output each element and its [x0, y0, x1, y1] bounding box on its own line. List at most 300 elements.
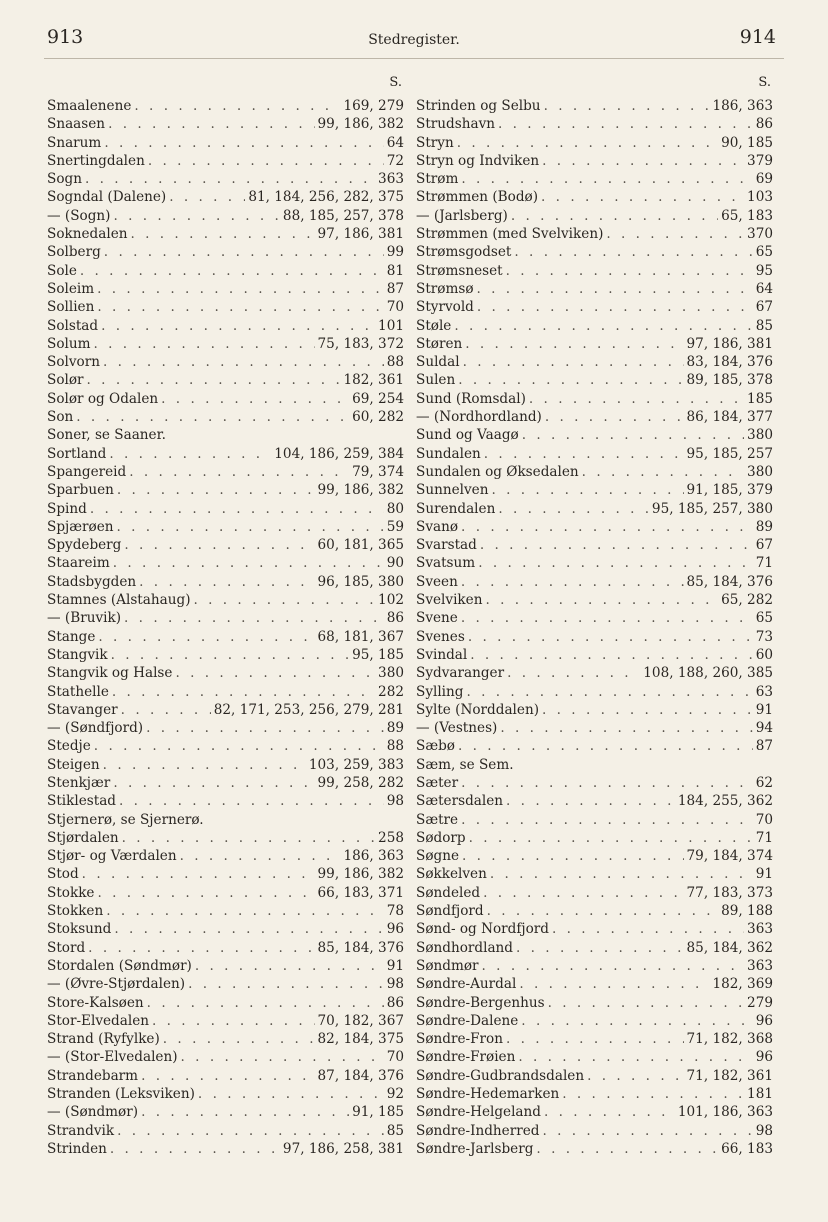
entry-pages: 66, 183, 371	[317, 884, 404, 901]
entry-name: Sønd- og Nordfjord	[416, 921, 549, 938]
leader-dots	[188, 975, 384, 993]
index-entry	[416, 518, 773, 536]
leader-dots	[484, 445, 684, 463]
entry-name: Stadsbygden	[47, 573, 137, 590]
entry-name: Svene	[416, 610, 458, 627]
entry-name: Stangvik	[47, 646, 108, 663]
index-entry	[416, 170, 773, 188]
index-entry	[416, 426, 773, 444]
index-entry	[47, 280, 404, 298]
entry-name: Spydeberg	[47, 537, 122, 554]
entry-name: Soknedalen	[47, 226, 128, 243]
entry-name: Svindal	[416, 646, 468, 663]
entry-name: Strandvik	[47, 1122, 115, 1139]
leader-dots	[519, 975, 709, 993]
index-entry	[47, 829, 404, 847]
index-entry	[47, 591, 404, 609]
leader-dots	[88, 939, 314, 957]
leader-dots	[198, 1085, 384, 1103]
entry-name: Stjør- og Værdalen	[47, 848, 177, 865]
entry-name: Snaasen	[47, 116, 106, 133]
entry-pages: 67	[755, 537, 773, 554]
index-column-right	[416, 73, 773, 1158]
entry-name: Solberg	[47, 244, 101, 261]
leader-dots	[477, 280, 753, 298]
entry-pages: 67	[755, 299, 773, 316]
entry-pages: 81, 184, 256, 282, 375	[248, 189, 404, 206]
entry-name: Sødorp	[416, 829, 466, 846]
entry-pages: 59	[386, 518, 404, 535]
index-entry	[416, 609, 773, 627]
leader-dots	[117, 518, 384, 536]
index-entry	[47, 957, 404, 975]
leader-dots	[122, 829, 375, 847]
entry-pages: 258	[378, 829, 404, 846]
entry-name: Sortland	[47, 445, 107, 462]
leader-dots	[129, 463, 349, 481]
entry-name: Søndre-Bergenhus	[416, 994, 545, 1011]
leader-dots	[542, 1122, 752, 1140]
entry-name: Sunnelven	[416, 482, 489, 499]
entry-pages: 60, 282	[352, 409, 404, 426]
leader-dots	[478, 554, 753, 572]
entry-pages: 363	[747, 921, 773, 938]
index-entry	[416, 792, 773, 810]
leader-dots	[134, 97, 340, 115]
entry-name: Stiklestad	[47, 793, 116, 810]
entry-list-left	[47, 97, 404, 1158]
entry-pages: 70	[386, 1049, 404, 1066]
leader-dots	[109, 445, 271, 463]
index-entry	[47, 225, 404, 243]
index-entry	[47, 1067, 404, 1085]
index-entry	[47, 445, 404, 463]
leader-dots	[521, 1012, 752, 1030]
entry-pages: 71	[755, 829, 773, 846]
index-entry	[47, 463, 404, 481]
index-entry	[416, 573, 773, 591]
index-entry	[416, 225, 773, 243]
leader-dots	[114, 920, 383, 938]
entry-name: — (Søndmør)	[47, 1104, 139, 1121]
entry-name: Sogndal (Dalene)	[47, 189, 167, 206]
header-rule	[44, 58, 784, 59]
leader-dots	[108, 115, 314, 133]
entry-pages: 99, 186, 382	[317, 866, 404, 883]
entry-name: Sollien	[47, 299, 95, 316]
entry-name: — (Nordhordland)	[416, 409, 542, 426]
leader-dots	[82, 865, 315, 883]
leader-dots	[477, 298, 753, 316]
leader-dots	[104, 243, 384, 261]
entry-name: Stokken	[47, 903, 104, 920]
leader-dots	[542, 152, 744, 170]
index-entry	[416, 591, 773, 609]
leader-dots	[117, 1122, 384, 1140]
leader-dots	[119, 792, 384, 810]
entry-name: Stryn og Indviken	[416, 152, 540, 169]
entry-pages: 104, 186, 259, 384	[274, 445, 404, 462]
leader-dots	[458, 371, 683, 389]
entry-pages: 78	[386, 903, 404, 920]
index-entry	[416, 152, 773, 170]
entry-pages: 68, 181, 367	[317, 628, 404, 645]
entry-pages: 71, 182, 361	[686, 1067, 773, 1084]
entry-name: Søndre-Aurdal	[416, 976, 517, 993]
entry-name: — (Stor-Elvedalen)	[47, 1049, 178, 1066]
entry-name: Strinden	[47, 1140, 107, 1157]
entry-name: Soner, se Saaner.	[47, 427, 166, 444]
entry-pages: 97, 186, 381	[686, 335, 773, 352]
entry-name: Solør og Odalen	[47, 390, 159, 407]
index-entry	[47, 262, 404, 280]
entry-name: Søndre-Fron	[416, 1031, 503, 1048]
entry-name: Støle	[416, 317, 452, 334]
entry-pages: 82, 184, 375	[317, 1031, 404, 1048]
entry-pages: 102	[378, 592, 404, 609]
entry-pages: 101	[378, 317, 404, 334]
index-entry	[47, 97, 404, 115]
index-entry	[416, 243, 773, 261]
entry-pages: 97, 186, 258, 381	[282, 1140, 404, 1157]
entry-name: Støren	[416, 335, 463, 352]
leader-dots	[498, 115, 753, 133]
entry-name: — (Vestnes)	[416, 720, 498, 737]
entry-pages: 86	[755, 116, 773, 133]
leader-dots	[485, 591, 718, 609]
leader-dots	[98, 628, 314, 646]
entry-name: Stangvik og Halse	[47, 665, 173, 682]
leader-dots	[113, 207, 279, 225]
leader-dots	[461, 573, 684, 591]
entry-pages: 98	[755, 1122, 773, 1139]
entry-pages: 182, 369	[712, 976, 773, 993]
entry-pages: 169, 279	[343, 98, 404, 114]
entry-name: Stjernerø, se Sjernerø.	[47, 811, 204, 828]
leader-dots	[101, 317, 375, 335]
leader-dots	[148, 152, 384, 170]
index-entry	[416, 884, 773, 902]
index-entry	[416, 445, 773, 463]
entry-name: Solstad	[47, 317, 99, 334]
index-entry	[416, 664, 773, 682]
leader-dots	[544, 1103, 675, 1121]
index-entry	[416, 628, 773, 646]
entry-pages: 91	[755, 866, 773, 883]
entry-pages: 363	[747, 957, 773, 974]
entry-pages: 96	[755, 1049, 773, 1066]
entry-pages: 64	[755, 280, 773, 297]
entry-name: Sylling	[416, 683, 464, 700]
entry-pages: 87	[386, 280, 404, 297]
index-entry	[47, 1030, 404, 1048]
index-entry	[47, 847, 404, 865]
index-entry	[47, 335, 404, 353]
leader-dots	[552, 920, 744, 938]
index-entry	[47, 865, 404, 883]
entry-name: — (Øvre-Stjørdalen)	[47, 976, 186, 993]
index-entry	[47, 1140, 404, 1158]
entry-name: Strandebarm	[47, 1067, 139, 1084]
entry-name: Sydvaranger	[416, 665, 505, 682]
entry-name: Stordalen (Søndmør)	[47, 957, 192, 974]
entry-pages: 64	[386, 134, 404, 151]
entry-pages: 86	[386, 610, 404, 627]
leader-dots	[542, 701, 753, 719]
index-entry	[416, 683, 773, 701]
index-entry	[47, 408, 404, 426]
leader-dots	[163, 1030, 315, 1048]
entry-pages: 60	[755, 646, 773, 663]
entry-pages: 65, 183	[721, 207, 773, 224]
entry-pages: 70	[386, 299, 404, 316]
index-entry	[47, 939, 404, 957]
entry-name: Store-Kalsøen	[47, 994, 144, 1011]
entry-name: Sund (Romsdal)	[416, 390, 526, 407]
leader-dots	[462, 847, 684, 865]
entry-name: Sæm, se Sem.	[416, 756, 514, 773]
entry-name: Soleim	[47, 280, 95, 297]
index-entry	[47, 774, 404, 792]
entry-pages: 380	[747, 463, 773, 480]
index-entry	[416, 500, 773, 518]
leader-dots	[491, 481, 683, 499]
entry-pages: 69, 254	[352, 390, 404, 407]
index-entry	[47, 1122, 404, 1140]
index-entry	[47, 134, 404, 152]
index-entry	[47, 792, 404, 810]
index-entry	[416, 811, 773, 829]
entry-name: Stenkjær	[47, 774, 111, 791]
leader-dots	[461, 811, 753, 829]
entry-pages: 96	[386, 921, 404, 938]
leader-dots	[529, 390, 744, 408]
entry-name: Stor-Elvedalen	[47, 1012, 149, 1029]
entry-pages: 95, 185, 257, 380	[651, 500, 773, 517]
index-entry	[47, 609, 404, 627]
entry-pages: 65, 282	[721, 592, 773, 609]
entry-name: Sveen	[416, 573, 458, 590]
entry-name: Sæter	[416, 774, 459, 791]
entry-pages: 89, 185, 378	[686, 372, 773, 389]
leader-dots	[147, 994, 384, 1012]
leader-dots	[139, 573, 314, 591]
entry-name: Suldal	[416, 354, 460, 371]
index-entry	[416, 939, 773, 957]
entry-pages: 85	[386, 1122, 404, 1139]
leader-dots	[106, 902, 383, 920]
entry-pages: 89, 188	[721, 903, 773, 920]
column-head-left: S.	[389, 75, 402, 90]
entry-pages: 185	[747, 390, 773, 407]
leader-dots	[470, 646, 752, 664]
index-entry	[416, 957, 773, 975]
entry-pages: 86	[386, 994, 404, 1011]
entry-pages: 279	[747, 994, 773, 1011]
index-entry	[47, 554, 404, 572]
index-entry	[416, 353, 773, 371]
leader-dots	[121, 701, 211, 719]
leader-dots	[146, 719, 384, 737]
index-entry	[416, 847, 773, 865]
index-entry	[47, 518, 404, 536]
leader-dots	[94, 737, 384, 755]
entry-pages: 88, 185, 257, 378	[282, 207, 404, 224]
entry-name: Staareim	[47, 555, 110, 572]
entry-pages: 98	[386, 793, 404, 810]
entry-name: Stranden (Leksviken)	[47, 1086, 195, 1103]
index-entry	[47, 994, 404, 1012]
entry-pages: 95, 185	[352, 646, 404, 663]
index-entry	[47, 646, 404, 664]
entry-name: Strømmen (Bodø)	[416, 189, 539, 206]
index-entry	[416, 1012, 773, 1030]
entry-name: Stathelle	[47, 683, 109, 700]
entry-name: Strømmen (med Svelviken)	[416, 226, 604, 243]
leader-dots	[97, 298, 383, 316]
leader-dots	[465, 335, 683, 353]
entry-name: Solør	[47, 372, 84, 389]
index-entry	[416, 554, 773, 572]
entry-name: Svarstad	[416, 537, 477, 554]
entry-name: Sæbø	[416, 738, 455, 755]
index-entry	[47, 628, 404, 646]
entry-name: Stod	[47, 866, 79, 883]
index-entry	[416, 481, 773, 499]
entry-pages: 87	[755, 738, 773, 755]
entry-name: Solvorn	[47, 354, 100, 371]
index-entry	[416, 262, 773, 280]
entry-pages: 79, 374	[352, 463, 404, 480]
leader-dots	[506, 262, 753, 280]
entry-name: Steigen	[47, 756, 100, 773]
entry-pages: 370	[747, 226, 773, 243]
leader-dots	[131, 225, 315, 243]
entry-name: Strinden og Selbu	[416, 98, 541, 114]
index-entry	[47, 207, 404, 225]
index-entry	[416, 975, 773, 993]
entry-name: Snarum	[47, 134, 102, 151]
leader-dots	[112, 683, 375, 701]
index-entry	[416, 335, 773, 353]
index-entry	[416, 1122, 773, 1140]
index-entry	[47, 1085, 404, 1103]
entry-pages: 91	[386, 957, 404, 974]
entry-name: Strømsneset	[416, 262, 503, 279]
index-entry	[47, 884, 404, 902]
index-entry	[416, 371, 773, 389]
entry-pages: 99, 186, 382	[317, 482, 404, 499]
entry-name: Son	[47, 409, 74, 426]
index-entry	[47, 811, 404, 829]
index-entry	[416, 390, 773, 408]
entry-pages: 101, 186, 363	[677, 1104, 773, 1121]
page-number-left: 913	[47, 26, 84, 48]
entry-name: Søndre-Jarlsberg	[416, 1140, 534, 1157]
index-entry	[47, 1012, 404, 1030]
index-entry	[416, 188, 773, 206]
entry-name: Søndmør	[416, 957, 479, 974]
leader-dots	[461, 518, 753, 536]
entry-name: Stavanger	[47, 701, 118, 718]
leader-dots	[104, 134, 383, 152]
leader-dots	[457, 134, 718, 152]
leader-dots	[469, 829, 753, 847]
entry-pages: 63	[755, 683, 773, 700]
entry-pages: 79, 184, 374	[686, 848, 773, 865]
entry-name: Stedje	[47, 738, 91, 755]
entry-pages: 96, 185, 380	[317, 573, 404, 590]
entry-name: Stamnes (Alstahaug)	[47, 592, 191, 609]
leader-dots	[482, 957, 745, 975]
entry-name: — (Søndfjord)	[47, 720, 144, 737]
index-entry	[416, 1067, 773, 1085]
index-entry	[47, 298, 404, 316]
index-entry	[416, 920, 773, 938]
entry-name: Søndre-Gudbrandsdalen	[416, 1067, 585, 1084]
entry-name: Søndre-Frøien	[416, 1049, 516, 1066]
leader-dots	[518, 1048, 752, 1066]
entry-pages: 65	[755, 610, 773, 627]
index-entry	[47, 902, 404, 920]
leader-dots	[467, 683, 753, 701]
entry-pages: 73	[755, 628, 773, 645]
leader-dots	[124, 609, 384, 627]
index-entry	[47, 317, 404, 335]
leader-dots	[85, 170, 375, 188]
entry-pages: 62	[755, 774, 773, 791]
index-entry	[47, 152, 404, 170]
entry-pages: 379	[747, 152, 773, 169]
index-entry	[416, 1048, 773, 1066]
leader-dots	[94, 335, 315, 353]
entry-pages: 69	[755, 171, 773, 188]
leader-dots	[498, 500, 649, 518]
leader-dots	[544, 97, 710, 115]
index-entry	[47, 1048, 404, 1066]
leader-dots	[194, 591, 376, 609]
leader-dots	[152, 1012, 315, 1030]
index-entry	[416, 536, 773, 554]
entry-name: Sole	[47, 262, 77, 279]
entry-name: Spangereid	[47, 463, 127, 480]
entry-name: Søndre-Hedemarken	[416, 1086, 560, 1103]
entry-name: Spjærøen	[47, 518, 114, 535]
entry-pages: 70	[755, 811, 773, 828]
leader-dots	[454, 317, 752, 335]
leader-dots	[522, 426, 744, 444]
entry-name: — (Bruvik)	[47, 610, 122, 627]
index-entry	[47, 664, 404, 682]
entry-pages: 88	[386, 738, 404, 755]
index-entry	[47, 481, 404, 499]
entry-pages: 65	[755, 244, 773, 261]
leader-dots	[506, 1030, 684, 1048]
entry-pages: 99	[386, 244, 404, 261]
index-entry	[47, 170, 404, 188]
index-entry	[416, 134, 773, 152]
leader-dots	[458, 737, 753, 755]
entry-name: — (Jarlsberg)	[416, 207, 508, 224]
leader-dots	[87, 371, 341, 389]
index-entry	[416, 97, 773, 115]
index-entry	[47, 683, 404, 701]
entry-name: Surendalen	[416, 500, 496, 517]
leader-dots	[117, 481, 315, 499]
leader-dots	[110, 1140, 280, 1158]
entry-name: Stryn	[416, 134, 454, 151]
leader-dots	[463, 353, 684, 371]
